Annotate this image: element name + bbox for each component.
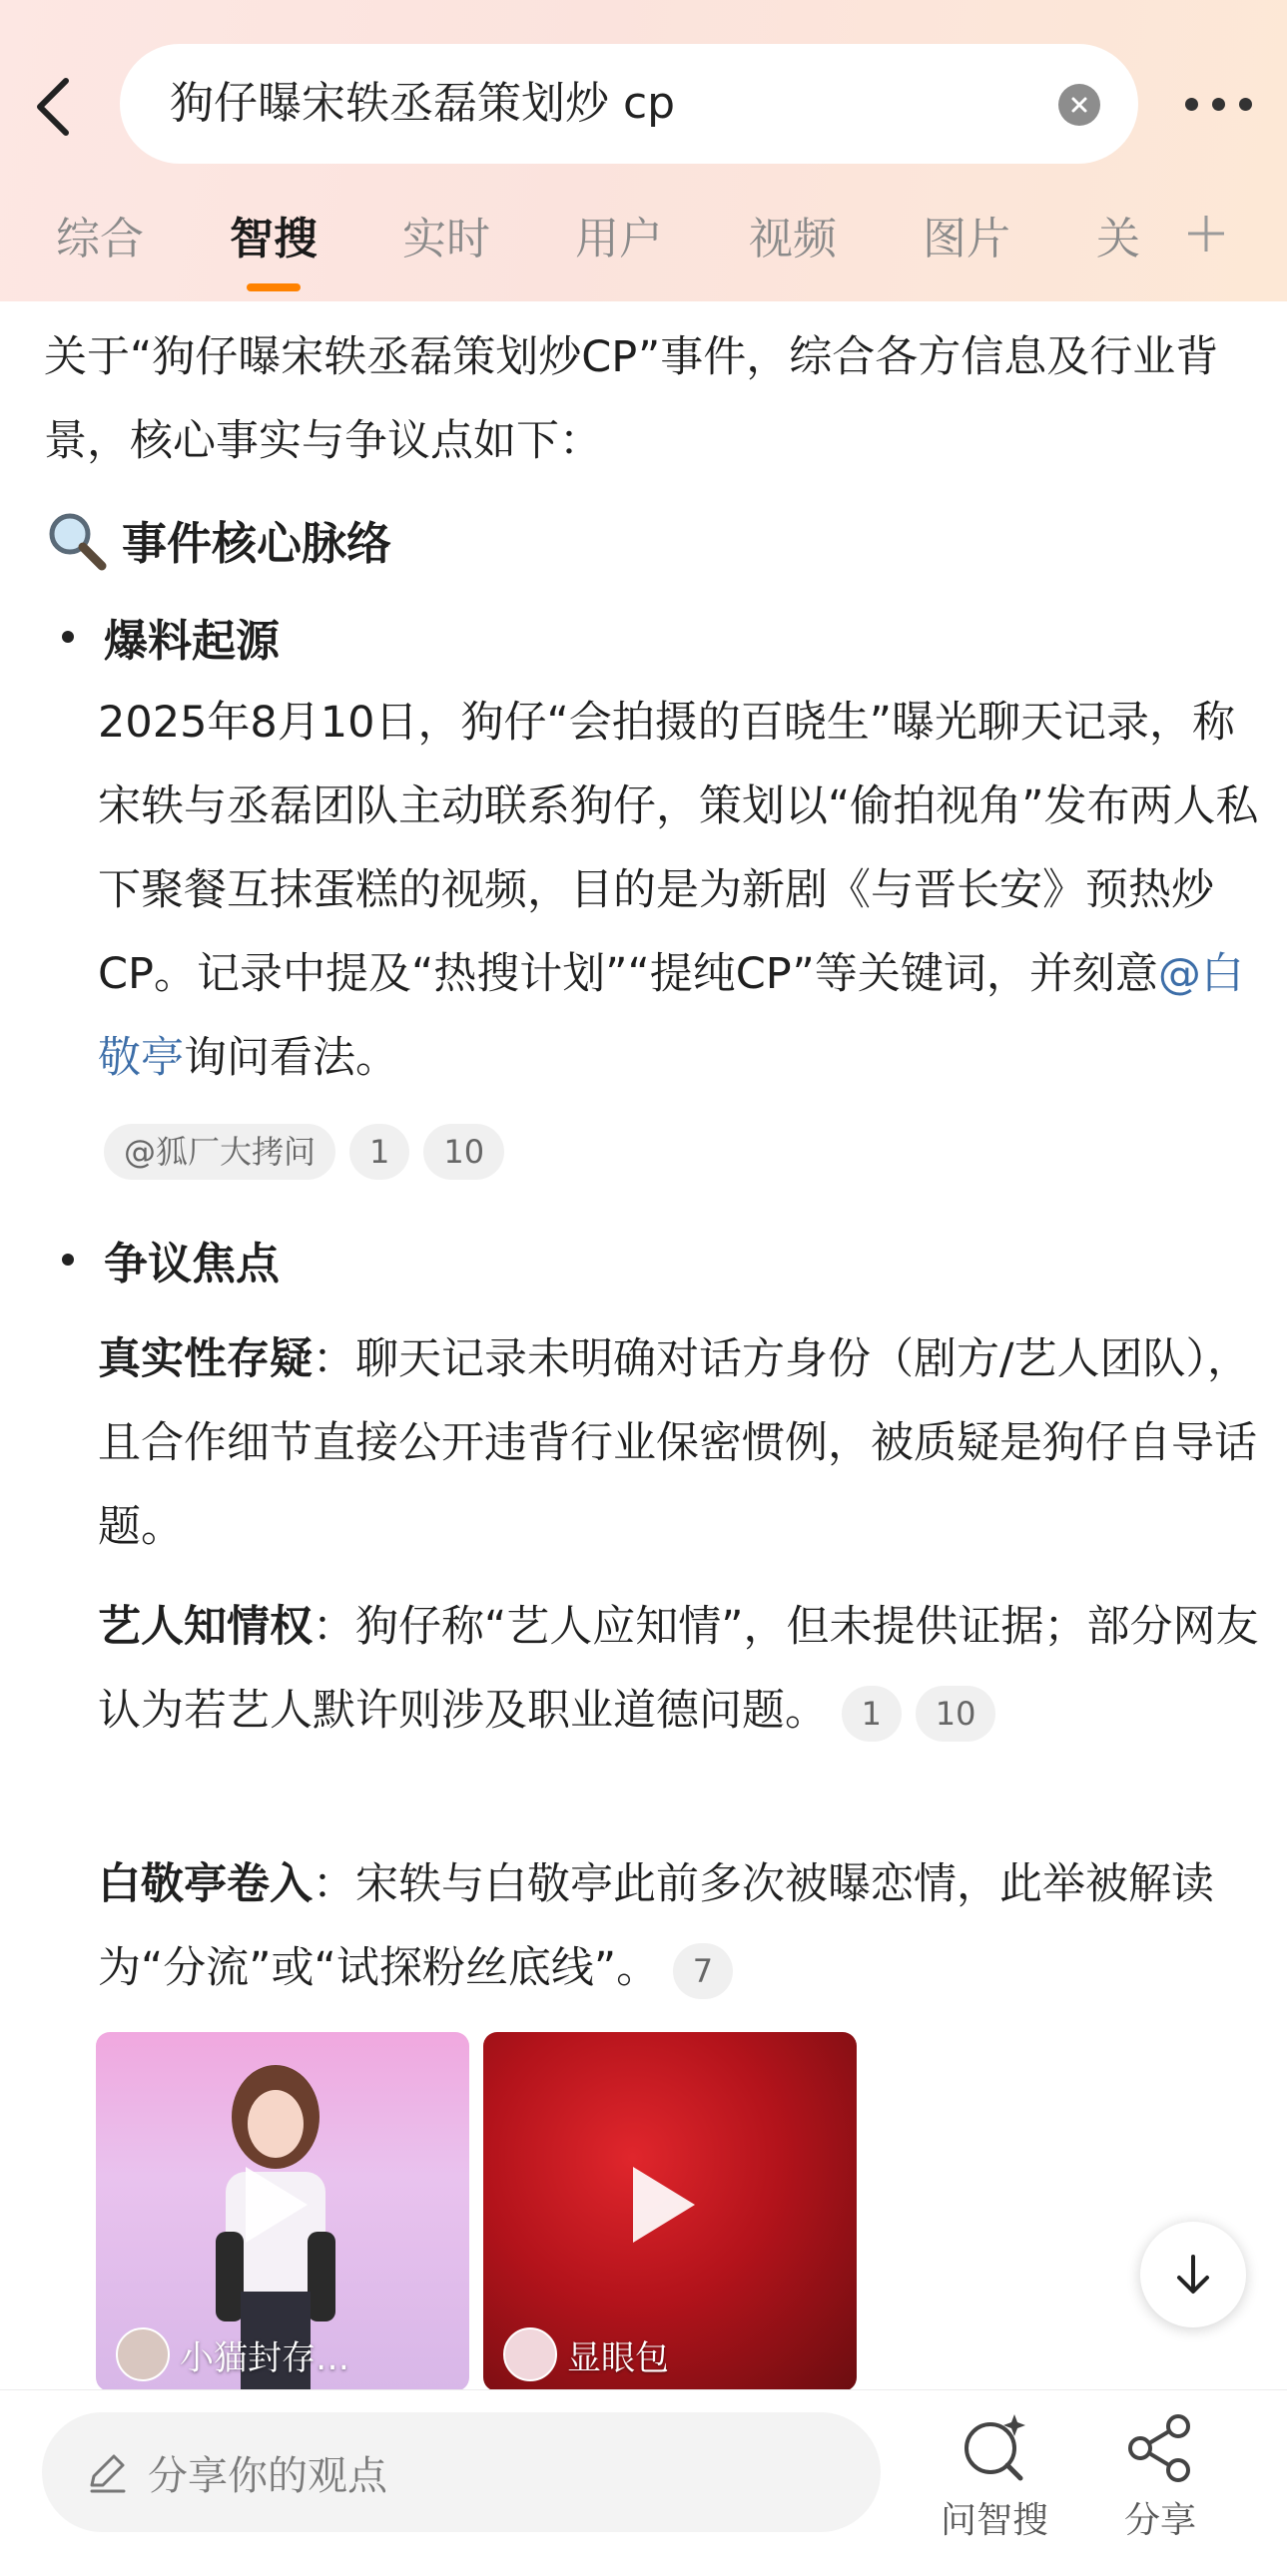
controversy-item	[98, 1842, 1261, 2010]
scroll-down-button[interactable]	[1140, 2222, 1246, 2327]
bullet-title-text: 争议焦点	[104, 1239, 280, 1289]
search-tabs	[0, 200, 1287, 299]
origin-paragraph	[98, 681, 1261, 1100]
add-tab-button[interactable]	[1184, 212, 1228, 259]
mention-link[interactable]: @白敬亭	[98, 949, 1244, 1083]
more-options-button[interactable]	[1168, 88, 1268, 120]
ref-chip[interactable]: 1	[842, 1686, 902, 1742]
bullet-title-text: 爆料起源	[104, 616, 280, 667]
magnifier-icon	[44, 508, 108, 572]
avatar	[116, 2327, 170, 2381]
chevron-left-icon	[32, 75, 72, 139]
section-heading	[44, 507, 391, 572]
tab-video[interactable]: 视频	[749, 214, 837, 264]
close-icon	[1069, 95, 1089, 115]
item-label: 白敬亭卷入	[98, 1859, 313, 1909]
tab-more-partial[interactable]: 关	[1096, 214, 1140, 264]
more-dot-icon	[1239, 98, 1252, 111]
origin-text: 2025年8月10日，狗仔“会拍摄的百晓生”曝光聊天记录，称宋轶与丞磊团队主动联系狗仔，策划以“偷拍视角”发布两人私下聚餐互抹蛋糕的视频，目的是为新剧《与晋长安》预热炒CP。记录中提及“热搜计划”“提纯CP”等关键词，并刻意	[98, 698, 1259, 999]
bottom-bar	[0, 2389, 1287, 2576]
pencil-icon	[84, 2449, 130, 2495]
share-label: 分享	[1123, 2500, 1196, 2541]
video-card[interactable]	[96, 2032, 469, 2391]
controversy-item	[98, 1317, 1261, 1569]
tab-comprehensive[interactable]: 综合	[56, 214, 144, 264]
bullet-dot	[62, 631, 74, 643]
controversy-item	[98, 1585, 1261, 1753]
sparkle-search-icon	[957, 2410, 1032, 2486]
more-dot-icon	[1212, 98, 1225, 111]
video-author	[503, 2327, 669, 2381]
back-button[interactable]	[22, 62, 82, 152]
bullet-controversy-title	[62, 1228, 280, 1291]
item-text: ：聊天记录未明确对话方身份（剧方/艺人团队），且合作细节直接公开违背行业保密惯例，被质疑是狗仔自导话题。	[98, 1334, 1257, 1552]
tab-realtime[interactable]: 实时	[402, 214, 490, 264]
video-author-name: 显眼包	[567, 2337, 669, 2378]
source-chip[interactable]: @狐厂大拷问	[104, 1124, 335, 1180]
tab-smart-search[interactable]: 智搜	[230, 214, 318, 264]
active-tab-indicator	[247, 283, 301, 291]
bullet-origin-title	[62, 605, 280, 669]
arrow-down-icon	[1169, 2251, 1217, 2299]
search-input[interactable]	[120, 44, 1138, 164]
source-chips	[104, 1124, 504, 1180]
avatar	[503, 2327, 557, 2381]
item-label: 真实性存疑	[98, 1334, 313, 1384]
clear-search-button[interactable]	[1058, 84, 1100, 126]
ask-label: 问智搜	[941, 2500, 1049, 2541]
video-author-name: 小猫封存…	[180, 2337, 349, 2378]
section-title-text: 事件核心脉络	[122, 517, 392, 570]
ask-smart-search-button[interactable]	[941, 2410, 1048, 2543]
tab-images[interactable]: 图片	[923, 214, 1010, 264]
play-icon	[633, 2167, 695, 2243]
comment-placeholder: 分享你的观点	[148, 2452, 387, 2499]
share-icon	[1122, 2410, 1198, 2486]
ref-chip[interactable]: 10	[423, 1124, 504, 1180]
tab-users[interactable]: 用户	[575, 214, 663, 264]
video-author	[116, 2327, 349, 2381]
item-label: 艺人知情权	[98, 1602, 313, 1652]
more-dot-icon	[1185, 98, 1198, 111]
answer-content	[44, 315, 1262, 483]
item-text: ：狗仔称“艺人应知情”，但未提供证据；部分网友认为若艺人默许则涉及职业道德问题。	[98, 1602, 1259, 1736]
ref-chip[interactable]: 1	[349, 1124, 409, 1180]
play-icon	[246, 2167, 308, 2243]
search-query-text: 狗仔曝宋轶丞磊策划炒 cp	[170, 78, 676, 129]
video-card[interactable]	[483, 2032, 857, 2391]
plus-icon	[1184, 212, 1228, 256]
intro-text: 关于“狗仔曝宋轶丞磊策划炒CP”事件，综合各方信息及行业背景，核心事实与争议点如下：	[44, 332, 1219, 466]
origin-text-end: 询问看法。	[184, 1033, 398, 1083]
ref-chip[interactable]: 7	[673, 1943, 733, 1999]
share-button[interactable]	[1122, 2410, 1198, 2543]
comment-input[interactable]	[42, 2412, 881, 2532]
ref-chip[interactable]: 10	[916, 1686, 996, 1742]
item-text: ：宋轶与白敬亭此前多次被曝恋情，此举被解读为“分流”或“试探粉丝底线”。	[98, 1859, 1214, 1993]
bullet-dot	[62, 1254, 74, 1266]
